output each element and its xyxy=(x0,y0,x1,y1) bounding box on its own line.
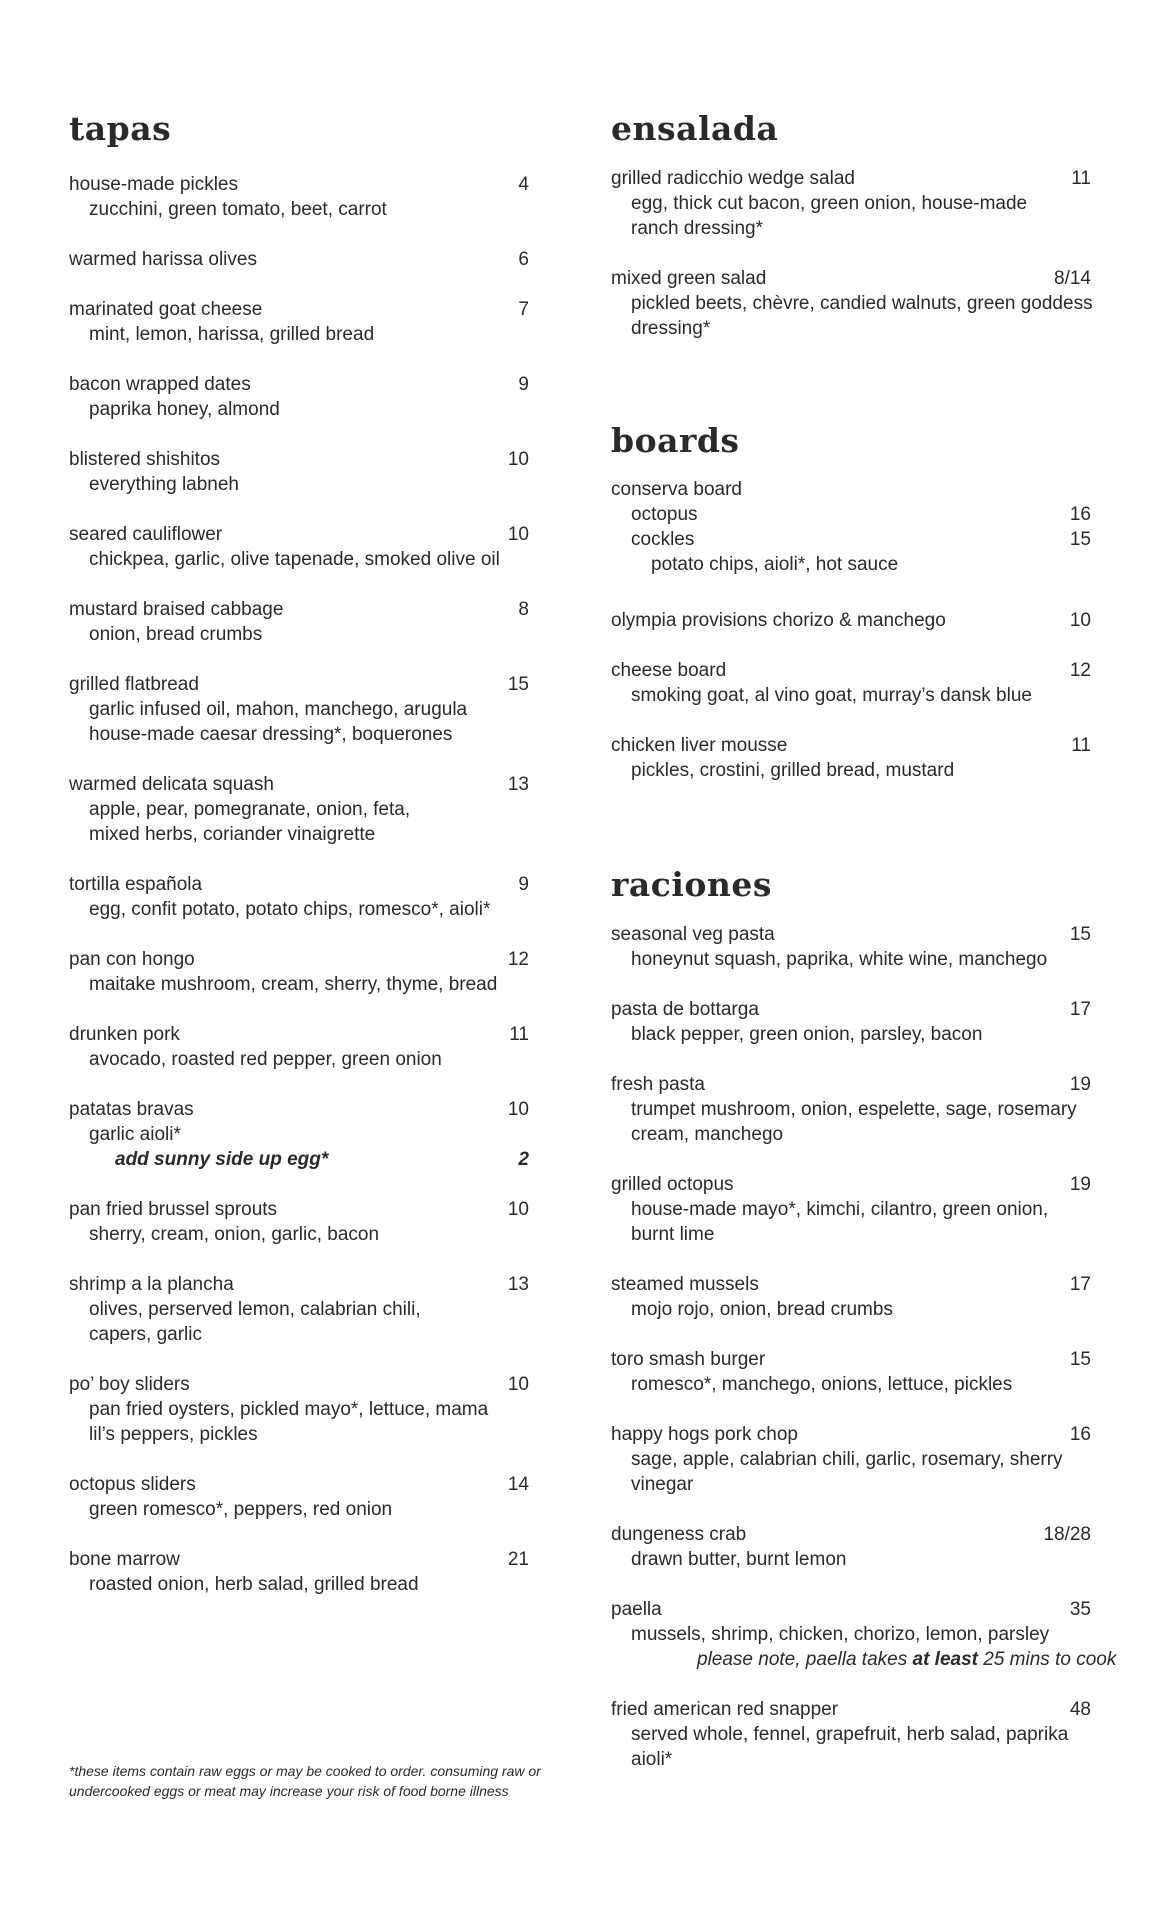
menu-item-fresh-pasta xyxy=(611,1072,1111,1147)
menu-item-grilled-radicchio-wedge-salad xyxy=(611,166,1111,241)
menu-item-pasta-de-bottarga xyxy=(611,997,1111,1047)
item-price: 10 xyxy=(507,449,529,470)
item-name: fresh pasta xyxy=(611,1074,705,1095)
menu-item-patatas-bravas xyxy=(69,1097,549,1172)
item-price: 14 xyxy=(507,1474,529,1495)
menu-item-blistered-shishitos xyxy=(69,447,549,497)
item-name: tortilla española xyxy=(69,874,203,895)
item-description: house-made mayo*, kimchi, cilantro, green onion, xyxy=(631,1199,1049,1220)
item-description: mint, lemon, harissa, grilled bread xyxy=(89,324,375,345)
item-description: green romesco*, peppers, red onion xyxy=(89,1499,393,1520)
menu-item-fried-american-red-snapper xyxy=(611,1697,1111,1772)
item-description: apple, pear, pomegranate, onion, feta, xyxy=(89,799,411,820)
item-name: drunken pork xyxy=(69,1024,180,1045)
menu-item-steamed-mussels xyxy=(611,1272,1111,1322)
item-name: grilled radicchio wedge salad xyxy=(611,168,855,189)
item-description: served whole, fennel, grapefruit, herb salad, paprika xyxy=(631,1724,1069,1745)
item-name: pasta de bottarga xyxy=(611,999,759,1020)
menu-item-grilled-flatbread xyxy=(69,672,549,747)
item-description: black pepper, green onion, parsley, bacon xyxy=(631,1024,983,1045)
item-description: capers, garlic xyxy=(89,1324,202,1345)
item-description: egg, thick cut bacon, green onion, house-made xyxy=(631,193,1028,214)
item-price: 12 xyxy=(507,949,529,970)
menu-item-octopus-sliders xyxy=(69,1472,549,1522)
item-addon xyxy=(69,1147,549,1172)
menu-item-warmed-harissa-olives xyxy=(69,247,549,272)
item-description: aioli* xyxy=(631,1749,673,1770)
item-name: happy hogs pork chop xyxy=(611,1424,798,1445)
item-name: seared cauliflower xyxy=(69,524,223,545)
item-price: 15 xyxy=(1069,924,1091,945)
item-description: pan fried oysters, pickled mayo*, lettuce, mama xyxy=(89,1399,489,1420)
conserva-board xyxy=(611,477,1091,577)
item-description: olives, perserved lemon, calabrian chili, xyxy=(89,1299,421,1320)
item-price: 7 xyxy=(518,299,529,320)
menu-item-paella xyxy=(611,1597,1117,1672)
item-price: 11 xyxy=(509,1024,529,1045)
menu-item-bacon-wrapped-dates xyxy=(69,372,549,422)
item-name: pan con hongo xyxy=(69,949,195,970)
item-description: pickled beets, chèvre, candied walnuts, green goddess xyxy=(631,293,1093,314)
menu-item-grilled-octopus xyxy=(611,1172,1111,1247)
boards-title: boards xyxy=(611,421,740,460)
item-description: onion, bread crumbs xyxy=(89,624,263,645)
conserva-sub-name: octopus xyxy=(631,504,698,525)
item-price: 10 xyxy=(507,1099,529,1120)
item-price: 17 xyxy=(1069,999,1091,1020)
item-name: cheese board xyxy=(611,660,727,681)
item-name: bone marrow xyxy=(69,1549,180,1570)
item-name: warmed delicata squash xyxy=(69,774,274,795)
menu-item-pan-fried-brussel-sprouts xyxy=(69,1197,549,1247)
item-description: sherry, cream, onion, garlic, bacon xyxy=(89,1224,380,1245)
item-price: 13 xyxy=(507,1274,529,1295)
menu-item-bone-marrow xyxy=(69,1547,549,1597)
addon-text: add sunny side up egg* xyxy=(115,1149,329,1170)
item-price: 15 xyxy=(507,674,529,695)
item-description: honeynut squash, paprika, white wine, manchego xyxy=(631,949,1048,970)
item-description: roasted onion, herb salad, grilled bread xyxy=(89,1574,419,1595)
item-name: blistered shishitos xyxy=(69,449,221,470)
raw-egg-footnote xyxy=(69,1761,569,1801)
item-description: pickles, crostini, grilled bread, mustard xyxy=(631,760,955,781)
item-name: octopus sliders xyxy=(69,1474,196,1495)
item-price: 10 xyxy=(507,1199,529,1220)
item-name: paella xyxy=(611,1599,662,1620)
item-price: 9 xyxy=(518,374,529,395)
item-description: egg, confit potato, potato chips, romesco*, aioli* xyxy=(89,899,491,920)
menu-item-toro-smash-burger xyxy=(611,1347,1111,1397)
item-name: grilled flatbread xyxy=(69,674,199,695)
item-price: 4 xyxy=(518,174,529,195)
item-price: 35 xyxy=(1069,1599,1091,1620)
item-description: zucchini, green tomato, beet, carrot xyxy=(89,199,387,220)
item-price: 8/14 xyxy=(1054,268,1091,289)
item-description: drawn butter, burnt lemon xyxy=(631,1549,847,1570)
conserva-board-name: conserva board xyxy=(611,479,742,500)
item-description: lil’s peppers, pickles xyxy=(89,1424,258,1445)
item-description: dressing* xyxy=(631,318,711,339)
item-name: toro smash burger xyxy=(611,1349,766,1370)
item-price: 15 xyxy=(1069,1349,1091,1370)
note-emphasis: at least xyxy=(912,1649,978,1670)
menu-item-pan-con-hongo xyxy=(69,947,549,997)
item-price: 48 xyxy=(1069,1699,1091,1720)
item-name: olympia provisions chorizo & manchego xyxy=(611,610,946,631)
note-text: 25 mins to cook xyxy=(977,1649,1117,1670)
item-price: 19 xyxy=(1069,1074,1091,1095)
item-price: 11 xyxy=(1071,168,1091,189)
item-price: 19 xyxy=(1069,1174,1091,1195)
item-price: 11 xyxy=(1071,735,1091,756)
item-description: mixed herbs, coriander vinaigrette xyxy=(89,824,376,845)
item-price: 10 xyxy=(1069,610,1091,631)
item-name: warmed harissa olives xyxy=(69,249,257,270)
item-price: 9 xyxy=(518,874,529,895)
menu-item-marinated-goat-cheese xyxy=(69,297,549,347)
item-description: vinegar xyxy=(631,1474,694,1495)
item-description: mussels, shrimp, chicken, chorizo, lemon, parsley xyxy=(631,1624,1050,1645)
addon-price: 2 xyxy=(518,1149,529,1170)
item-name: house-made pickles xyxy=(69,174,238,195)
menu-item-warmed-delicata-squash xyxy=(69,772,549,847)
menu-item-mixed-green-salad xyxy=(611,266,1111,341)
item-name: mixed green salad xyxy=(611,268,767,289)
item-description: everything labneh xyxy=(89,474,239,495)
menu-item-po-boy-sliders xyxy=(69,1372,549,1447)
item-description: garlic aioli* xyxy=(89,1124,181,1145)
item-description: cream, manchego xyxy=(631,1124,784,1145)
item-price: 13 xyxy=(507,774,529,795)
item-name: pan fried brussel sprouts xyxy=(69,1199,278,1220)
item-name: seasonal veg pasta xyxy=(611,924,775,945)
conserva-sub-name: cockles xyxy=(631,529,695,550)
item-description: garlic infused oil, mahon, manchego, arugula xyxy=(89,699,468,720)
menu-item-shrimp-a-la-plancha xyxy=(69,1272,549,1347)
item-description: burnt lime xyxy=(631,1224,715,1245)
item-name: chicken liver mousse xyxy=(611,735,788,756)
item-price: 21 xyxy=(507,1549,529,1570)
item-price: 10 xyxy=(507,1374,529,1395)
item-price: 10 xyxy=(507,524,529,545)
footnote-line: undercooked eggs or meat may increase your risk of food borne illness xyxy=(69,1783,509,1799)
note-text: please note, paella takes xyxy=(697,1649,913,1670)
conserva-desc: potato chips, aioli*, hot sauce xyxy=(651,554,899,575)
menu-item-happy-hogs-pork-chop xyxy=(611,1422,1111,1497)
item-price: 12 xyxy=(1069,660,1091,681)
raciones-title: raciones xyxy=(611,865,772,904)
item-price: 16 xyxy=(1069,1424,1091,1445)
item-description: paprika honey, almond xyxy=(89,399,280,420)
item-description: mojo rojo, onion, bread crumbs xyxy=(631,1299,893,1320)
menu-item-olympia-provisions-chorizo-manchego xyxy=(611,608,1111,633)
item-name: steamed mussels xyxy=(611,1274,759,1295)
conserva-sub-price: 16 xyxy=(1069,504,1091,525)
menu-item-dungeness-crab xyxy=(611,1522,1111,1572)
item-description: maitake mushroom, cream, sherry, thyme, bread xyxy=(89,974,498,995)
item-description: trumpet mushroom, onion, espelette, sage, rosemary xyxy=(631,1099,1077,1120)
item-price: 6 xyxy=(518,249,529,270)
item-price: 18/28 xyxy=(1043,1524,1091,1545)
menu-item-mustard-braised-cabbage xyxy=(69,597,549,647)
item-price: 17 xyxy=(1069,1274,1091,1295)
item-description: sage, apple, calabrian chili, garlic, rosemary, sherry xyxy=(631,1449,1063,1470)
item-description: house-made caesar dressing*, boquerones xyxy=(89,724,453,745)
footnote-line: *these items contain raw eggs or may be cooked to order. consuming raw or xyxy=(69,1763,541,1779)
menu-item-seasonal-veg-pasta xyxy=(611,922,1111,972)
tapas-title: tapas xyxy=(69,109,172,148)
ensalada-title: ensalada xyxy=(611,109,779,148)
item-name: shrimp a la plancha xyxy=(69,1274,234,1295)
item-name: mustard braised cabbage xyxy=(69,599,284,620)
conserva-sub-price: 15 xyxy=(1069,529,1091,550)
item-description: ranch dressing* xyxy=(631,218,764,239)
item-description: romesco*, manchego, onions, lettuce, pickles xyxy=(631,1374,1013,1395)
menu-item-drunken-pork xyxy=(69,1022,549,1072)
item-price: 8 xyxy=(518,599,529,620)
item-description: smoking goat, al vino goat, murray’s dansk blue xyxy=(631,685,1032,706)
item-description: avocado, roasted red pepper, green onion xyxy=(89,1049,442,1070)
item-description: chickpea, garlic, olive tapenade, smoked olive oil xyxy=(89,549,500,570)
item-note xyxy=(611,1649,1116,1670)
item-name: fried american red snapper xyxy=(611,1699,839,1720)
menu-item-cheese-board xyxy=(611,658,1111,708)
item-name: grilled octopus xyxy=(611,1174,734,1195)
item-name: patatas bravas xyxy=(69,1099,194,1120)
item-name: po’ boy sliders xyxy=(69,1374,190,1395)
menu-item-chicken-liver-mousse xyxy=(611,733,1111,783)
menu-item-house-made-pickles xyxy=(69,172,549,222)
item-name: bacon wrapped dates xyxy=(69,374,251,395)
item-name: dungeness crab xyxy=(611,1524,747,1545)
item-name: marinated goat cheese xyxy=(69,299,263,320)
menu-item-tortilla-espa-ola xyxy=(69,872,549,922)
menu-item-seared-cauliflower xyxy=(69,522,549,572)
